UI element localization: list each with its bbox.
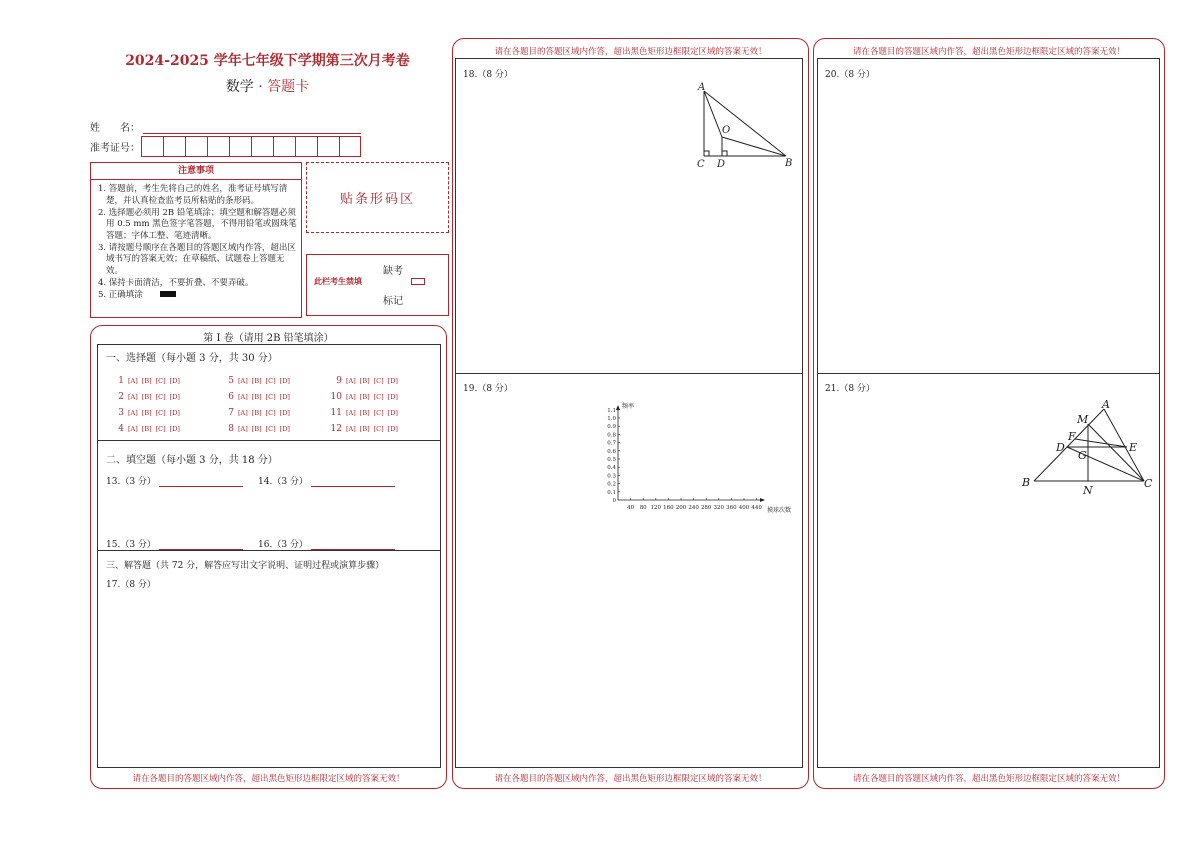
mc-option-c[interactable]: [C] <box>265 425 276 433</box>
mc-option-a[interactable]: [A] <box>128 409 138 417</box>
mc-option-c[interactable]: [C] <box>265 393 276 401</box>
fill-title: 二、填空题（每小题 3 分，共 18 分） <box>106 455 278 466</box>
subtitle-card: 答题卡 <box>267 79 310 95</box>
exam-subtitle <box>90 76 445 96</box>
fill-q15 <box>106 537 243 550</box>
mc-number: 7 <box>228 408 234 418</box>
mc-option-c[interactable]: [C] <box>265 377 276 385</box>
mc-question[interactable] <box>328 376 402 386</box>
subtitle-dot: · <box>258 79 263 95</box>
mc-number: 11 <box>330 408 342 418</box>
point-label: A <box>698 82 706 93</box>
mc-option-b[interactable]: [B] <box>141 393 152 401</box>
warning-text-right-bottom: 请在各题目的答题区域内作答，超出黑色矩形边框限定区域的答案无效！ <box>852 774 1125 784</box>
point-label: F <box>1068 430 1076 443</box>
point-label: D <box>1056 441 1065 454</box>
right-angle-c <box>704 151 709 156</box>
mc-number: 9 <box>336 376 342 386</box>
mc-number: 5 <box>228 376 234 386</box>
q18-label: 18.（8 分） <box>463 70 513 80</box>
mc-option-b[interactable]: [B] <box>359 425 370 433</box>
fill-q13 <box>106 474 243 487</box>
x-tick-label: 240 <box>688 505 699 511</box>
q19-area[interactable] <box>455 373 803 768</box>
warning-text-mid-top: 请在各题目的答题区域内作答，超出黑色矩形边框限定区域的答案无效！ <box>494 47 767 57</box>
q21-area[interactable] <box>817 373 1160 768</box>
mc-option-a[interactable]: [A] <box>238 425 248 433</box>
point-label: O <box>722 125 731 136</box>
mc-option-b[interactable]: [B] <box>251 425 262 433</box>
mc-option-d[interactable]: [D] <box>279 377 290 385</box>
point-label: B <box>785 158 793 169</box>
x-tick-label: 80 <box>639 505 647 511</box>
mc-option-d[interactable]: [D] <box>169 393 180 401</box>
y-tick-label: 0.7 <box>607 440 616 447</box>
warning-text-right-top: 请在各题目的答题区域内作答，超出黑色矩形边框限定区域的答案无效！ <box>852 47 1125 57</box>
q17-label: 17.（8 分） <box>106 580 156 590</box>
x-tick-label: 440 <box>751 505 762 511</box>
subtitle-subject: 数学 <box>225 79 254 95</box>
q20-area[interactable] <box>817 58 1160 374</box>
fill-q14-line[interactable] <box>311 475 395 487</box>
segment-fe <box>1075 439 1127 447</box>
mc-question[interactable] <box>220 392 294 402</box>
y-tick-label: 0.6 <box>607 448 616 455</box>
mc-option-a[interactable]: [A] <box>238 377 248 385</box>
absent-forbidden-label: 此栏考生禁填 <box>314 276 362 286</box>
point-label: N <box>1083 484 1093 497</box>
mc-option-c[interactable]: [C] <box>373 377 384 385</box>
barcode-area <box>306 162 449 233</box>
x-tick-label: 280 <box>700 505 712 511</box>
y-tick-label: 0.8 <box>607 432 616 439</box>
q21-label: 21.（8 分） <box>825 384 875 394</box>
mc-option-d[interactable]: [D] <box>387 393 398 401</box>
x-tick-label: 360 <box>726 505 737 511</box>
notice-item-fill-text: 5. 正确填涂 <box>98 289 143 300</box>
mc-number: 1 <box>118 376 124 386</box>
notice-title: 注意事项 <box>91 163 301 180</box>
y-axis-arrow <box>616 405 620 410</box>
mc-option-a[interactable]: [A] <box>346 377 356 385</box>
id-digit-box[interactable] <box>274 137 296 157</box>
absent-top-label: 缺考 <box>383 266 403 277</box>
y-tick-label: 0.1 <box>607 489 616 496</box>
point-label: D <box>717 159 726 170</box>
mc-option-a[interactable]: [A] <box>128 393 138 401</box>
x-tick-label: 320 <box>713 505 725 511</box>
filled-sample-mark <box>160 291 176 297</box>
mc-number: 10 <box>330 392 342 402</box>
mc-option-d[interactable]: [D] <box>387 425 398 433</box>
point-label: E <box>1129 441 1138 454</box>
mc-question[interactable] <box>220 408 294 418</box>
mc-number: 12 <box>330 424 342 434</box>
mc-option-a[interactable]: [A] <box>128 377 138 385</box>
q18-figure <box>694 79 794 171</box>
mc-option-c[interactable]: [C] <box>155 393 166 401</box>
fill-q13-label: 13.（3 分） <box>106 477 156 487</box>
y-tick-label: 0 <box>612 498 616 504</box>
notice-item: 4. 保持卡面清洁，不要折叠、不要弄破。 <box>98 277 254 288</box>
mc-question[interactable] <box>220 424 294 434</box>
id-digit-box[interactable] <box>208 137 230 157</box>
right-angle-d <box>722 151 727 156</box>
mc-question[interactable] <box>328 408 402 418</box>
notice-list <box>91 180 301 301</box>
solve-title: 三、解答题（共 72 分，解答应写出文字说明、证明过程或演算步骤） <box>106 561 385 571</box>
mc-title: 一、选择题（每小题 3 分，共 30 分） <box>106 353 278 364</box>
warning-text-mid-bottom: 请在各题目的答题区域内作答，超出黑色矩形边框限定区域的答案无效！ <box>494 774 767 784</box>
fill-q16 <box>258 537 395 550</box>
warning-text-left: 请在各题目的答题区域内作答，超出黑色矩形边框限定区域的答案无效！ <box>132 774 405 784</box>
fill-q14-label: 14.（3 分） <box>258 477 308 487</box>
id-digit-box[interactable] <box>252 137 274 157</box>
mc-option-c[interactable]: [C] <box>265 409 276 417</box>
q20-label: 20.（8 分） <box>825 70 875 80</box>
id-label: 准考证号： <box>90 143 140 154</box>
mc-option-b[interactable]: [B] <box>359 377 370 385</box>
x-axis-label: 摸球次数 <box>767 507 792 514</box>
notice-item: 2. 选择题必须用 2B 铅笔填涂；填空题和解答题必须用 0.5 mm 黑色签字笔答题，不得用铅笔或圆珠笔答题；字体工整、笔迹清晰。 <box>98 207 297 241</box>
fill-q14 <box>258 474 395 487</box>
mc-option-d[interactable]: [D] <box>387 409 398 417</box>
x-axis-arrow <box>760 498 765 502</box>
fill-q16-label: 16.（3 分） <box>258 540 308 550</box>
fill-q16-line[interactable] <box>311 538 395 550</box>
mc-option-d[interactable]: [D] <box>169 409 180 417</box>
q19-label: 19.（8 分） <box>463 384 513 394</box>
mc-option-b[interactable]: [B] <box>141 425 152 433</box>
barcode-label: 贴条形码区 <box>339 192 415 207</box>
fill-q13-line[interactable] <box>159 475 243 487</box>
divider <box>98 440 440 441</box>
id-digit-box[interactable] <box>164 137 186 157</box>
notice-box <box>90 162 302 318</box>
mc-option-c[interactable]: [C] <box>155 425 166 433</box>
point-label: B <box>1022 476 1031 489</box>
mc-question[interactable] <box>328 424 402 434</box>
id-digit-box[interactable] <box>296 137 318 157</box>
mc-question[interactable] <box>110 408 184 418</box>
mc-option-d[interactable]: [D] <box>279 393 290 401</box>
mc-number: 8 <box>228 424 234 434</box>
segment-ob <box>722 137 786 156</box>
mc-option-c[interactable]: [C] <box>373 425 384 433</box>
y-tick-label: 0.2 <box>607 481 616 488</box>
mc-option-d[interactable]: [D] <box>387 377 398 385</box>
frequency-chart <box>596 396 806 518</box>
mc-option-d[interactable]: [D] <box>169 377 180 385</box>
point-label: C <box>697 159 705 170</box>
mc-option-a[interactable]: [A] <box>128 425 138 433</box>
segment-ac <box>1104 409 1144 481</box>
id-digit-box[interactable] <box>230 137 252 157</box>
mc-option-c[interactable]: [C] <box>155 377 166 385</box>
id-digit-box[interactable] <box>142 137 164 157</box>
mc-question[interactable] <box>110 424 184 434</box>
mc-option-b[interactable]: [B] <box>359 409 370 417</box>
mc-number: 4 <box>118 424 124 434</box>
name-row <box>90 119 361 134</box>
name-field[interactable] <box>143 122 361 134</box>
mc-option-a[interactable]: [A] <box>238 409 248 417</box>
divider <box>98 550 440 551</box>
exam-title: 2024-2025 学年七年级下学期第三次月考卷 <box>125 53 410 69</box>
x-tick-label: 160 <box>663 505 674 511</box>
x-tick-label: 120 <box>650 505 662 511</box>
point-label: M <box>1077 413 1089 426</box>
y-tick-label: 0.3 <box>607 473 616 480</box>
absent-mark-box[interactable] <box>411 278 425 285</box>
y-axis-label: 频率 <box>622 403 635 410</box>
notice-item: 1. 答题前，考生先将自己的姓名，准考证号填写清楚，并认真检查监考员所粘贴的条形码。 <box>98 184 288 206</box>
mc-question[interactable] <box>220 376 294 386</box>
point-label: C <box>1144 477 1153 490</box>
mc-number: 3 <box>118 408 124 418</box>
mc-option-c[interactable]: [C] <box>373 409 384 417</box>
mc-option-b[interactable]: [B] <box>251 377 262 385</box>
y-tick-label: 1.0 <box>607 416 616 422</box>
y-tick-label: 0.4 <box>607 465 616 472</box>
x-tick-label: 400 <box>738 505 750 511</box>
x-tick-label: 200 <box>675 505 687 511</box>
point-label: G <box>1078 449 1087 462</box>
x-tick-label: 40 <box>627 505 635 511</box>
q21-figure <box>1018 399 1158 499</box>
mc-option-c[interactable]: [C] <box>373 393 384 401</box>
mc-number: 6 <box>228 392 234 402</box>
id-digit-box[interactable] <box>318 137 340 157</box>
notice-item <box>95 290 297 302</box>
mc-option-a[interactable]: [A] <box>346 393 356 401</box>
fill-q15-line[interactable] <box>159 538 243 550</box>
absent-bottom-label: 标记 <box>383 296 403 307</box>
mc-option-b[interactable]: [B] <box>251 393 262 401</box>
mc-option-b[interactable]: [B] <box>251 409 262 417</box>
q18-area[interactable] <box>455 58 803 374</box>
absent-box <box>306 254 449 316</box>
y-tick-label: 0.5 <box>607 457 616 463</box>
mc-option-b[interactable]: [B] <box>141 409 152 417</box>
y-tick-label: 1.1 <box>607 407 616 414</box>
answer-area <box>97 344 441 768</box>
mc-option-a[interactable]: [A] <box>346 409 356 417</box>
mc-option-b[interactable]: [B] <box>359 393 370 401</box>
mc-option-c[interactable]: [C] <box>155 409 166 417</box>
mc-option-d[interactable]: [D] <box>279 425 290 433</box>
id-digit-box[interactable] <box>186 137 208 157</box>
y-tick-label: 0.9 <box>607 424 616 431</box>
mc-question[interactable] <box>110 392 184 402</box>
name-label: 姓 名： <box>90 123 140 134</box>
mc-number: 2 <box>118 392 124 402</box>
mc-question[interactable] <box>328 392 402 402</box>
notice-item: 3. 请按题号顺序在各题目的答题区域内作答，超出区域书写的答案无效；在草稿纸、试题卷上答题无效。 <box>98 242 296 276</box>
fill-q15-label: 15.（3 分） <box>106 540 156 550</box>
mc-option-b[interactable]: [B] <box>141 377 152 385</box>
segment-ab <box>1034 409 1104 481</box>
id-boxes[interactable] <box>141 136 361 157</box>
section1-title: 第 I 卷（请用 2B 铅笔填涂） <box>203 333 334 344</box>
mc-option-d[interactable]: [D] <box>169 425 180 433</box>
mc-option-a[interactable]: [A] <box>238 393 248 401</box>
point-label: A <box>1102 399 1110 411</box>
mc-option-d[interactable]: [D] <box>279 409 290 417</box>
mc-question[interactable] <box>110 376 184 386</box>
mc-option-a[interactable]: [A] <box>346 425 356 433</box>
